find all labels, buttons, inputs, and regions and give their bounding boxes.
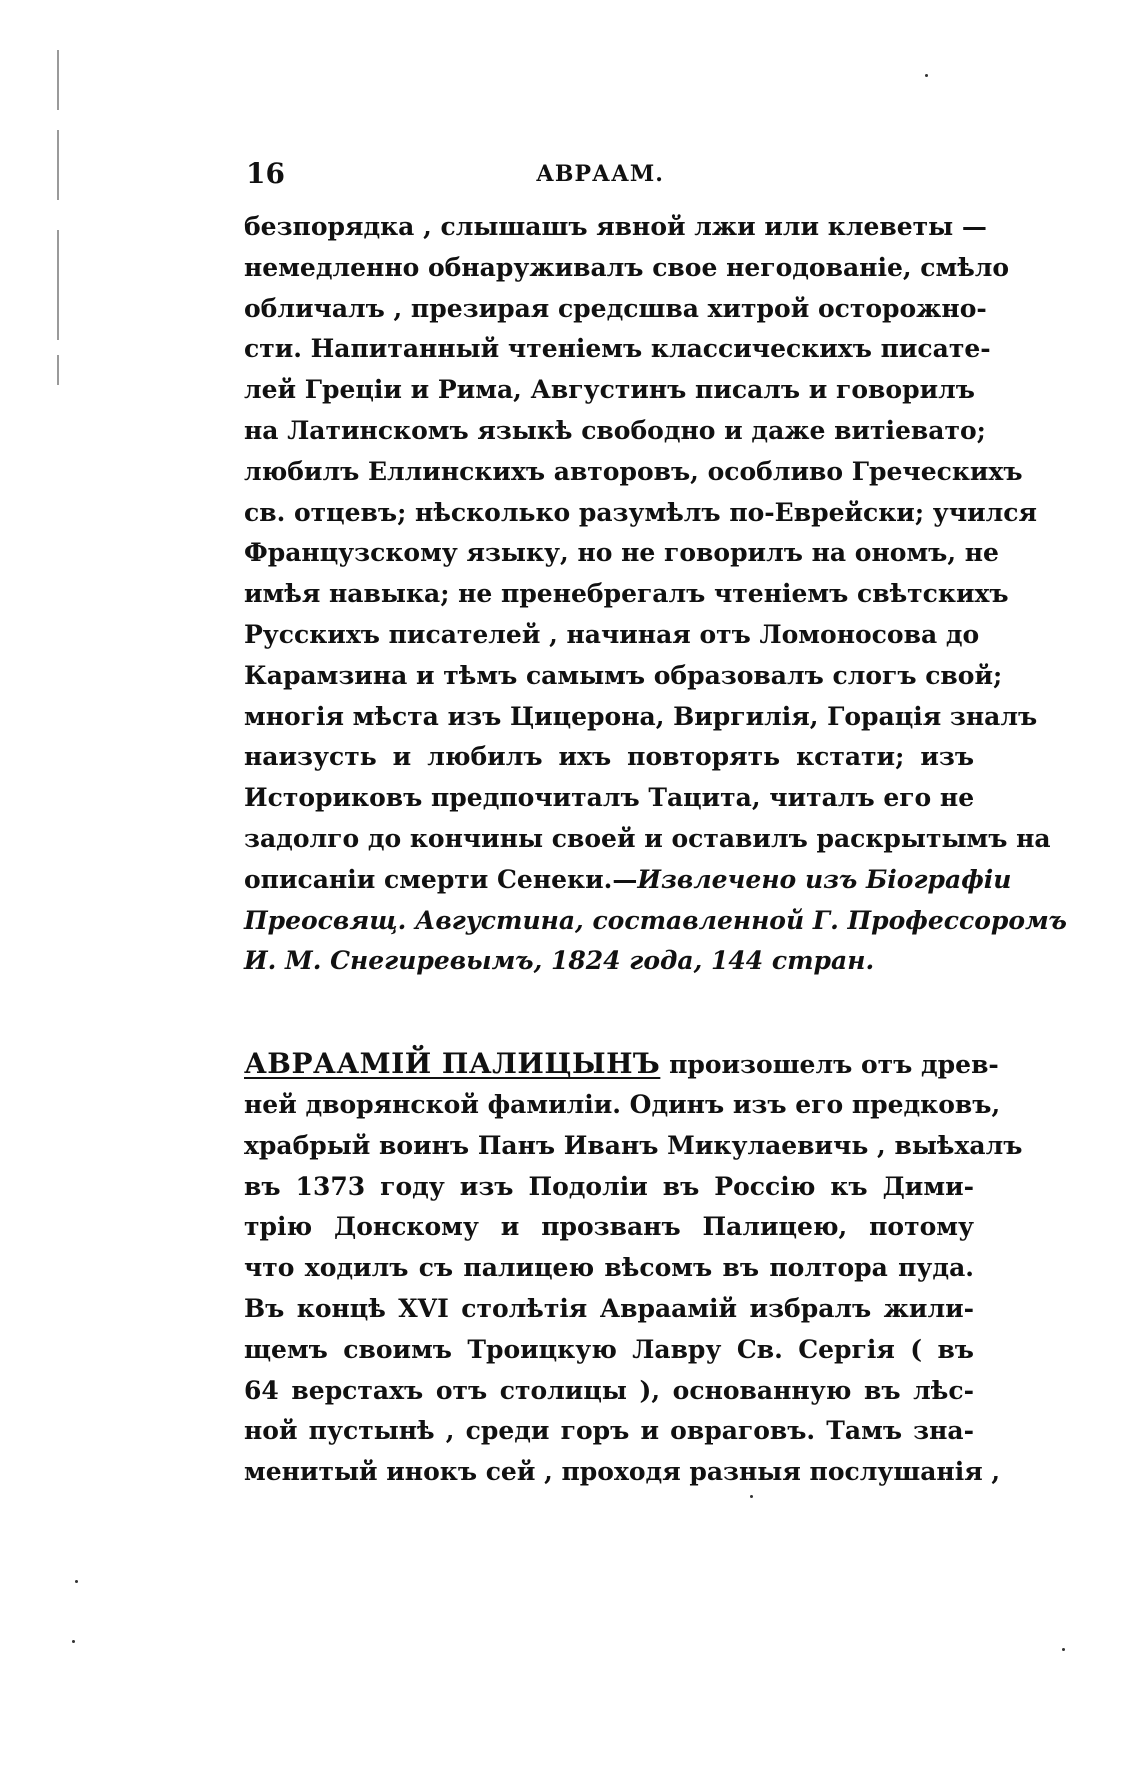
text-line: обличалъ , презирая средсшва хитрой осторожно-	[244, 293, 987, 323]
running-head	[246, 157, 974, 197]
entry-augustine-continuation	[244, 207, 1067, 982]
text-line: Французскому языку, но не говорилъ на ономъ, не	[244, 538, 999, 568]
text-line: задолго до кончины своей и оставилъ раскрытымъ на	[244, 823, 1051, 853]
scan-speck	[72, 1640, 75, 1643]
text-line: 64 верстахъ отъ столицы ), основанную въ лѣс-	[244, 1375, 974, 1405]
text-line: наизусть и любилъ ихъ повторять кстати; изъ	[244, 742, 974, 772]
scan-gutter-line	[57, 130, 59, 200]
page-body	[244, 207, 1067, 1493]
entry-title: АВРААМІЙ ПАЛИЦЫНЪ	[244, 1047, 661, 1081]
scan-gutter-line	[57, 230, 59, 340]
running-title: АВРААМ.	[536, 161, 664, 187]
text-line: Карамзина и тѣмъ самымъ образовалъ слогъ свой;	[244, 660, 1003, 690]
text-line: немедленно обнаруживалъ свое негодованіе, смѣло	[244, 252, 1010, 282]
citation-line: Преосвящ. Августина, составленной Г. Профессоромъ	[244, 905, 1067, 935]
text-line: ной пустынѣ , среди горъ и овраговъ. Тамъ зна-	[244, 1416, 974, 1446]
entry-first-line	[244, 1044, 999, 1085]
scan-speck	[925, 74, 928, 77]
text-line: св. отцевъ; нѣсколько разумѣлъ по-Еврейски; учился	[244, 497, 1037, 527]
text-line: Въ концѣ XVI столѣтія Авраамій избралъ жили-	[244, 1293, 974, 1323]
scan-gutter-line	[57, 50, 59, 110]
citation-line: И. М. Снегиревымъ, 1824 года, 144 стран.	[244, 946, 875, 976]
scan-speck	[1062, 1648, 1065, 1651]
text-line: Русскихъ писателей , начиная отъ Ломоносова до	[244, 619, 980, 649]
text-line-with-citation	[244, 860, 1012, 901]
text-line: любилъ Еллинскихъ авторовъ, особливо Греческихъ	[244, 456, 1023, 486]
text-fragment: произошелъ отъ древ-	[669, 1050, 999, 1080]
text-line: что ходилъ съ палицею вѣсомъ въ полтора пуда.	[244, 1253, 974, 1283]
text-line: менитый инокъ сей , проходя разныя послушанія ,	[244, 1457, 1001, 1487]
text-line: имѣя навыка; не пренебрегалъ чтеніемъ свѣтскихъ	[244, 579, 1009, 609]
page-number: 16	[246, 157, 285, 190]
text-line: многія мѣста изъ Цицерона, Виргилія, Горація зналъ	[244, 701, 1038, 731]
text-line: ней дворянской фамиліи. Одинъ изъ его предковъ,	[244, 1089, 1001, 1119]
scan-speck	[750, 1495, 753, 1498]
scan-speck	[75, 1580, 78, 1583]
text-fragment: описаніи смерти Сенеки.—	[244, 864, 638, 894]
text-line: въ 1373 году изъ Подоліи въ Россію къ Дими-	[244, 1171, 974, 1201]
text-line: лей Греціи и Рима, Августинъ писалъ и говорилъ	[244, 375, 975, 405]
text-line: щемъ своимъ Троицкую Лавру Св. Сергія ( въ	[244, 1334, 974, 1364]
text-line: трію Донскому и прозванъ Палицею, потому	[244, 1212, 974, 1242]
text-line: храбрый воинъ Панъ Иванъ Микулаевичь , выѣхалъ	[244, 1130, 1023, 1160]
text-line: сти. Напитанный чтеніемъ классическихъ писате-	[244, 334, 991, 364]
scan-gutter-line	[57, 355, 59, 385]
text-line: безпорядка , слышашъ явной лжи или клеветы —	[244, 212, 987, 241]
citation-fragment: Извлечено изъ Біографіи	[637, 864, 1012, 894]
entry-avraamiy-palitsyn	[244, 1044, 1023, 1493]
text-line: Историковъ предпочиталъ Тацита, читалъ его не	[244, 783, 975, 813]
text-line: на Латинскомъ языкѣ свободно и даже витіевато;	[244, 415, 986, 445]
